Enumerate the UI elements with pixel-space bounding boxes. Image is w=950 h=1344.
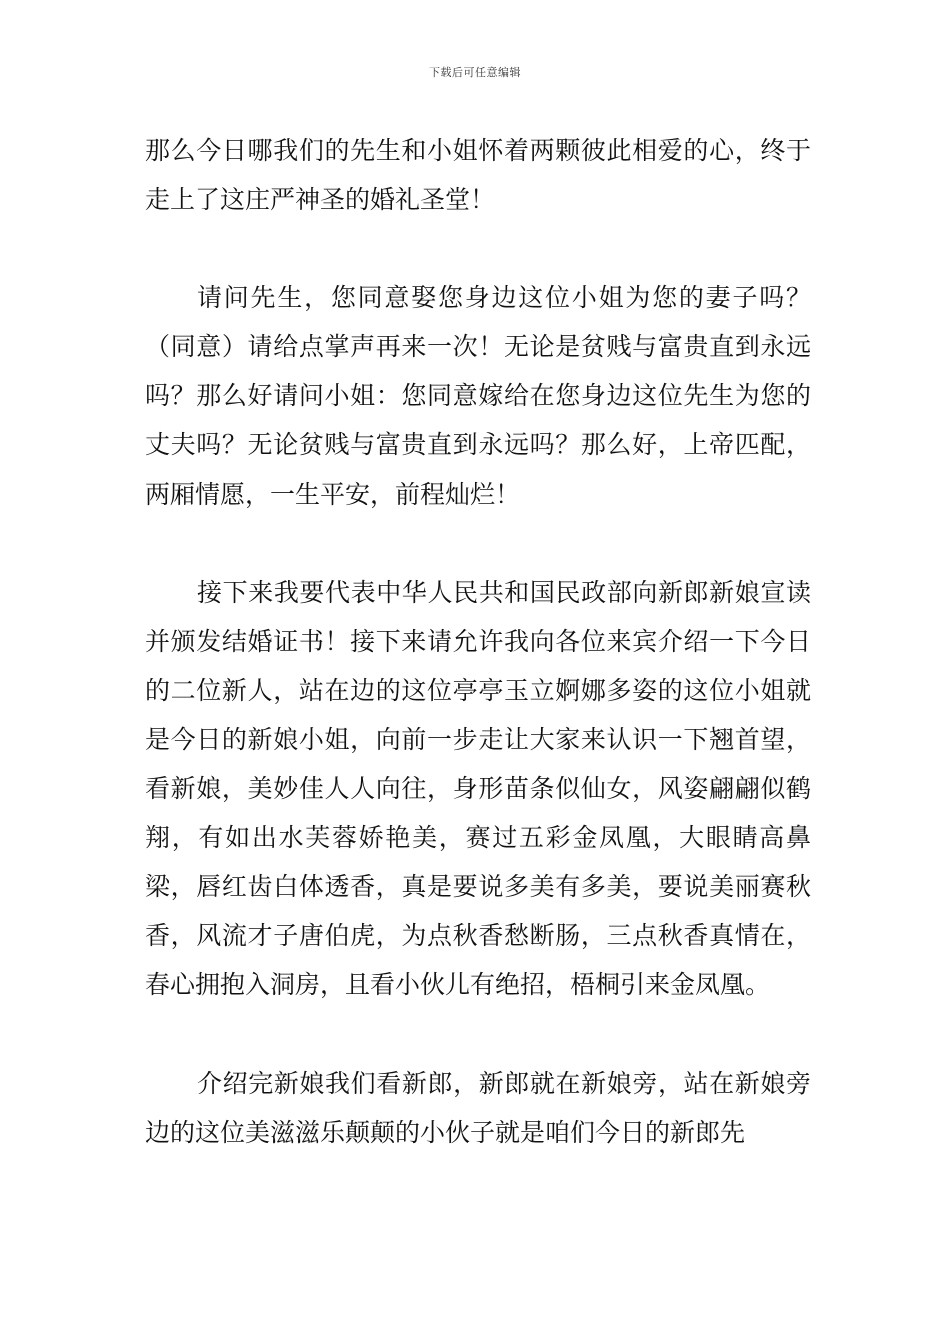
paragraph-1: 那么今日哪我们的先生和小姐怀着两颗彼此相爱的心，终于走上了这庄严神圣的婚礼圣堂！ [145, 136, 811, 215]
document-body [145, 126, 811, 1157]
paragraph-2: 请问先生，您同意娶您身边这位小姐为您的妻子吗？（同意）请给点掌声再来一次！无论是贫贱与富贵直到永远吗？那么好请问小姐：您同意嫁给在您身边这位先生为您的丈夫吗？无论贫贱与富贵直到永远吗？那么好，上帝匹配，两厢情愿，一生平安，前程灿烂！ [145, 283, 811, 509]
paragraph-4: 介绍完新娘我们看新郎，新郎就在新娘旁，站在新娘旁边的这位美滋滋乐颠颠的小伙子就是咱们今日的新郎先 [145, 1068, 811, 1147]
paragraph-3: 接下来我要代表中华人民共和国民政部向新郎新娘宣读并颁发结婚证书！接下来请允许我向各位来宾介绍一下今日的二位新人，站在边的这位亭亭玉立婀娜多姿的这位小姐就是今日的新娘小姐，向前一步走让大家来认识一下翘首望，看新娘，美妙佳人人向往，身形苗条似仙女，风姿翩翩似鹤翔，有如出水芙蓉娇艳美，赛过五彩金凤凰，大眼睛高鼻梁，唇红齿白体透香，真是要说多美有多美，要说美丽赛秋香，风流才子唐伯虎，为点秋香愁断肠，三点秋香真情在，春心拥抱入洞房，且看小伙儿有绝招，梧桐引来金凤凰。 [145, 577, 811, 1000]
page-header: 下载后可任意编辑 [429, 66, 521, 79]
